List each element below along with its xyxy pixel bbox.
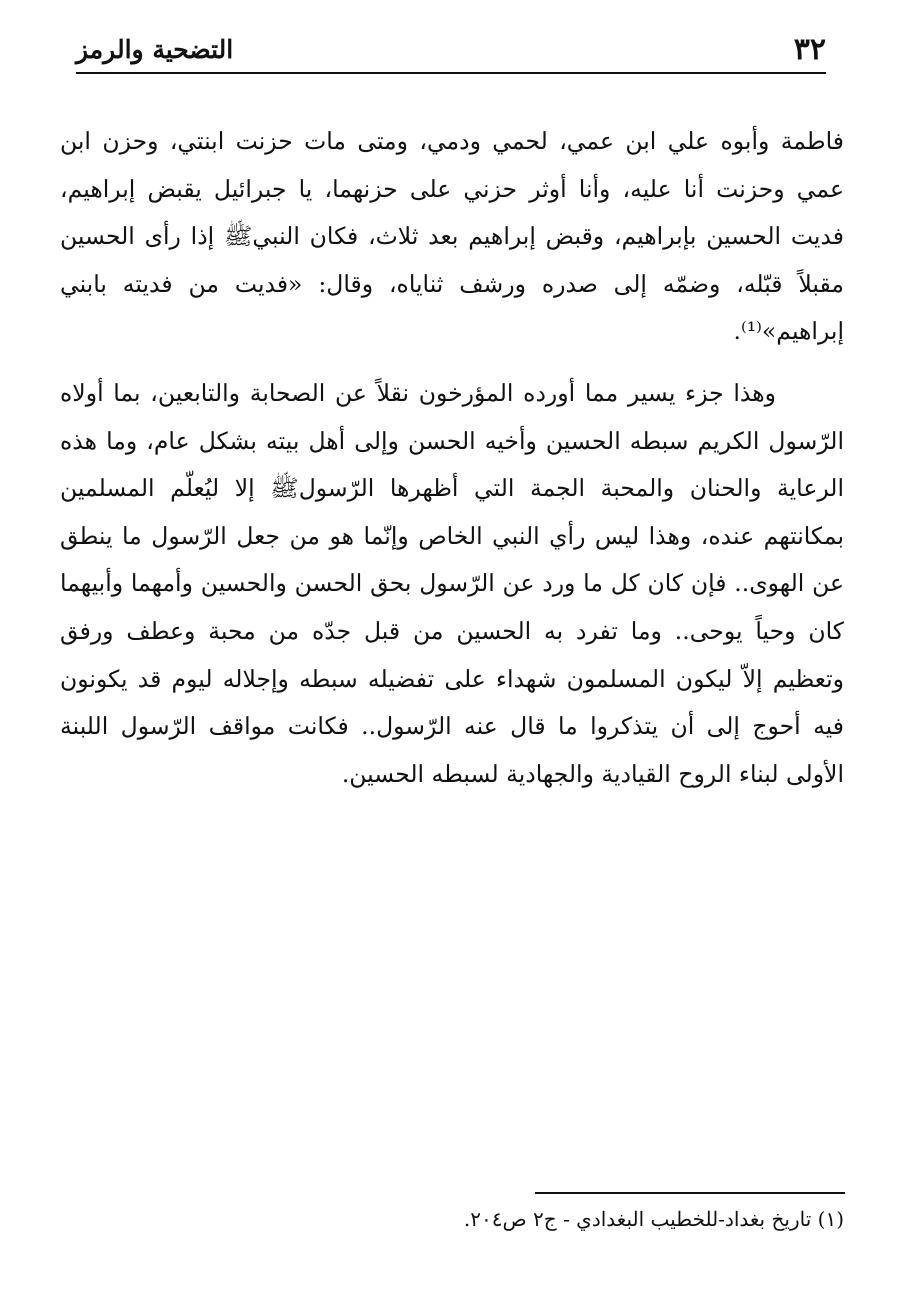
page-number: ٣٢ bbox=[793, 32, 826, 67]
page-header bbox=[76, 28, 826, 68]
running-title: التضحية والرمز bbox=[76, 35, 234, 64]
header-rule bbox=[76, 72, 826, 74]
footnote-rule bbox=[535, 1192, 845, 1194]
paragraph-2: وهذا جزء يسير مما أورده المؤرخون نقلاً عن الصحابة والتابعين، بما أولاه الرّسول الكريم سبطه الحسين وأخيه الحسن وإلى أهل بيته بشكل عام، وما هذه الرعاية والحنان والمحبة الجمة التي أظهرها الرّسولﷺ إلا ليُعلّم المسلمين بمكانتهم عنده، وهذا ليس رأي النبي الخاص وإنّما هو من جعل الرّسول ما ينطق عن الهوى.. فإن كان كل ما ورد عن الرّسول بحق الحسن والحسين وأمهما وأبيهما كان وحياً يوحى.. وما تفرد به الحسين من قبل جدّه من محبة وعطف ورفق وتعظيم إلاّ ليكون المسلمون شهداء على تفضيله سبطه وإجلاله ليوم قد يكونون فيه أحوج إلى أن يتذكروا ما قال عنه الرّسول.. فكانت مواقف الرّسول اللبنة الأولى لبناء الروح القيادية والجهادية لسبطه الحسين. bbox=[60, 378, 844, 788]
paragraph-1: فاطمة وأبوه علي ابن عمي، لحمي ودمي، ومتى مات حزنت ابنتي، وحزن ابن عمي وحزنت أنا عليه، وأنا أوثر حزني على حزنهما، يا جبرائيل يقبض إبراهيم، فديت الحسين بإبراهيم، وقبض إبراهيم بعد ثلاث، فكان النبيﷺ إذا رأى الحسين مقبلاً قبّله، وضمّه إلى صدره ورشف ثناياه، وقال: «فديت من فديته بابني إبراهيم»⁽¹⁾. bbox=[60, 127, 844, 346]
footnote-1: (١) تاريخ بغداد-للخطيب البغدادي - ج٢ ص٢٠٤. bbox=[463, 1207, 844, 1231]
body-text bbox=[60, 118, 844, 798]
